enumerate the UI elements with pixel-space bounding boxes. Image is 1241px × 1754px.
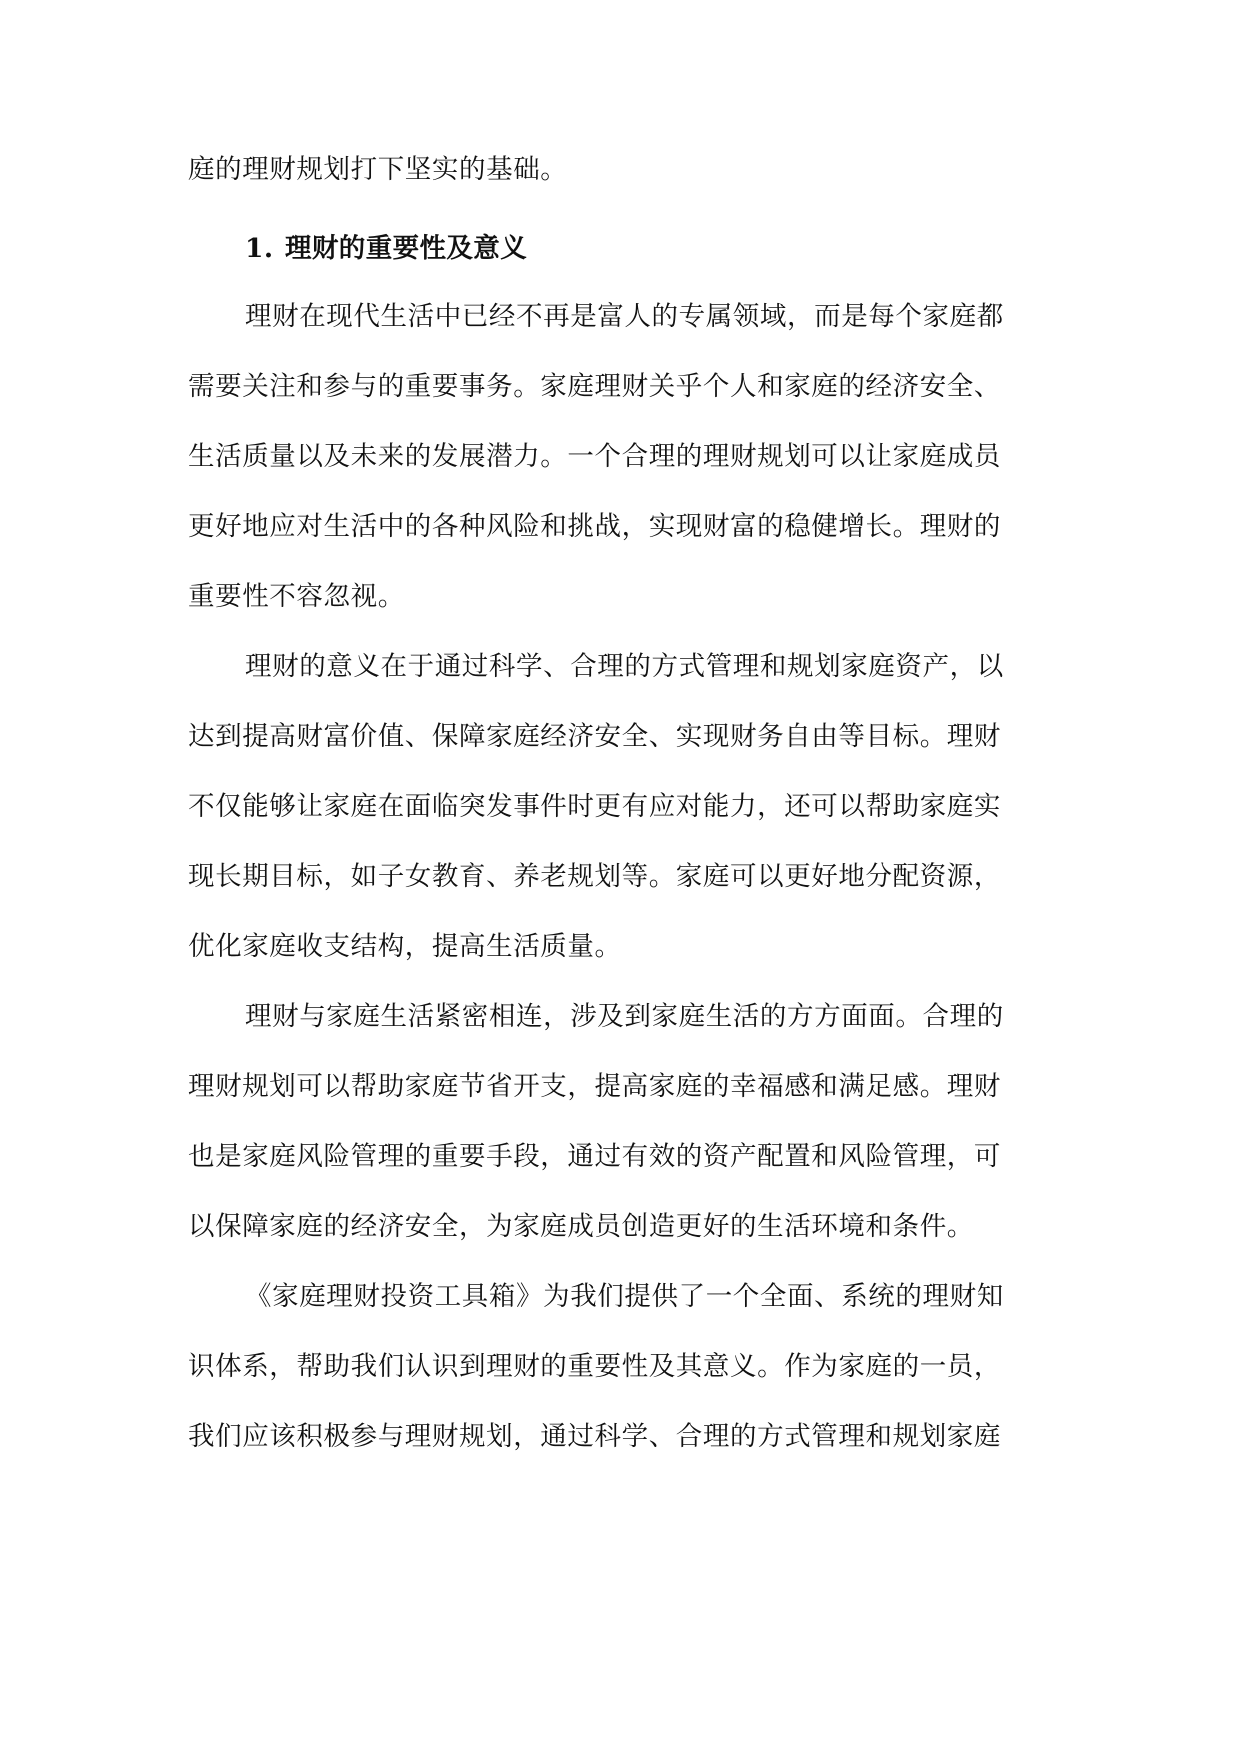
- section-number: 1.: [245, 233, 274, 264]
- paragraph-line: 不仅能够让家庭在面临突发事件时更有应对能力，还可以帮助家庭实: [188, 791, 1001, 822]
- paragraph-line: 理财与家庭生活紧密相连，涉及到家庭生活的方方面面。合理的: [245, 1001, 1004, 1032]
- paragraph-line: 重要性不容忽视。: [188, 581, 405, 612]
- paragraph-line: 《家庭理财投资工具箱》为我们提供了一个全面、系统的理财知: [245, 1281, 1004, 1312]
- paragraph-line: 现长期目标，如子女教育、养老规划等。家庭可以更好地分配资源，: [188, 861, 1001, 892]
- paragraph-line: 更好地应对生活中的各种风险和挑战，实现财富的稳健增长。理财的: [188, 511, 1001, 542]
- paragraph-line: 理财在现代生活中已经不再是富人的专属领域，而是每个家庭都: [245, 301, 1004, 332]
- section-heading: [245, 229, 1125, 269]
- paragraph-line: 理财的意义在于通过科学、合理的方式管理和规划家庭资产，以: [245, 651, 1004, 682]
- paragraph-line: 达到提高财富价值、保障家庭经济安全、实现财务自由等目标。理财: [188, 721, 1001, 752]
- paragraph-line: 以保障家庭的经济安全，为家庭成员创造更好的生活环境和条件。: [188, 1211, 974, 1242]
- paragraph-line: 需要关注和参与的重要事务。家庭理财关乎个人和家庭的经济安全、: [188, 371, 1001, 402]
- paragraph-line: 庭的理财规划打下坚实的基础。: [188, 154, 568, 185]
- paragraph-line: 生活质量以及未来的发展潜力。一个合理的理财规划可以让家庭成员: [188, 441, 1001, 472]
- paragraph-line: 识体系，帮助我们认识到理财的重要性及其意义。作为家庭的一员，: [188, 1351, 1001, 1382]
- section-title: 理财的重要性及意义: [285, 233, 528, 264]
- paragraph-line: 我们应该积极参与理财规划，通过科学、合理的方式管理和规划家庭: [188, 1421, 1001, 1452]
- paragraph-line: 也是家庭风险管理的重要手段，通过有效的资产配置和风险管理，可: [188, 1141, 1001, 1172]
- paragraph-line: 理财规划可以帮助家庭节省开支，提高家庭的幸福感和满足感。理财: [188, 1071, 1001, 1102]
- paragraph-line: 优化家庭收支结构，提高生活质量。: [188, 931, 622, 962]
